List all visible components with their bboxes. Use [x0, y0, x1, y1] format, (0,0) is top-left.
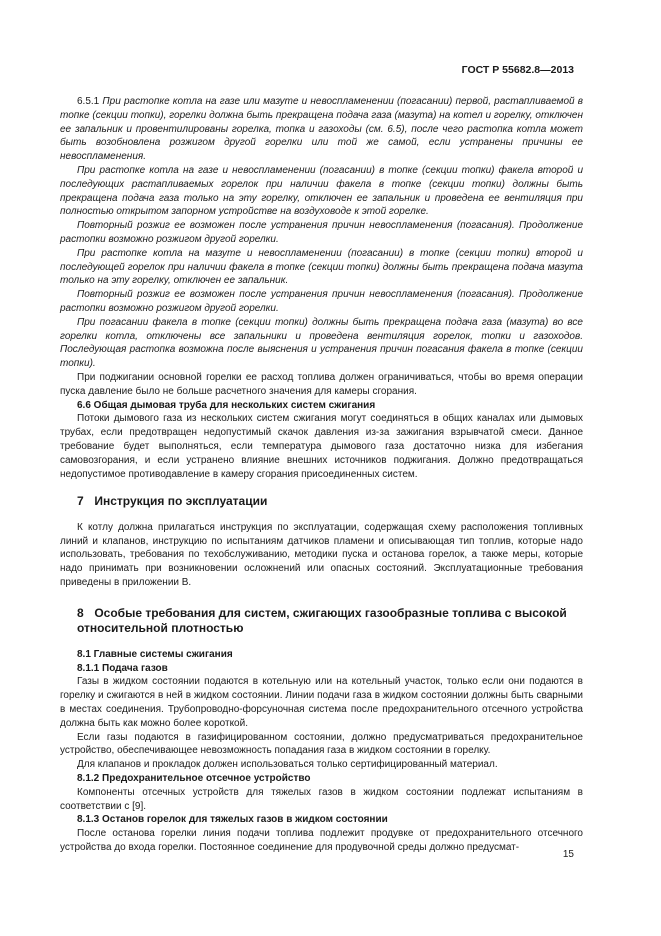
paragraph: При поджигании основной горелки ее расход топлива должен ограничиваться, чтобы во время операции пуска давление было не больше расчетного значения для камеры сгорания.: [60, 371, 583, 397]
paragraph: При погасании факела в топке (секции топки) должны быть прекращена подача газа (мазута) во все горелки котла, отключены все запальники и проведена вентиляция горелок, топки и газоходов. Последующая растопка возможна после выяснения и устранения причин погасания факела в топке (секции топки).: [60, 316, 583, 370]
subsection-heading: 8.1.1 Подача газов: [77, 662, 168, 674]
subsection-heading: 8.1 Главные системы сжигания: [77, 648, 233, 660]
section-heading: [77, 494, 583, 510]
paragraph: К котлу должна прилагаться инструкция по эксплуатации, содержащая схему расположения топливных линий и клапанов, инструкцию по испытаниям датчиков пламени и описывающая тип топлив, которые надо использовать, требования по техобслуживанию, методики пуска и останова горелок, а также меры, которые надо принимать при возникновении осложнений или опасных состояний. Эксплуатационные требования приведены в приложении В.: [60, 521, 583, 588]
section-title: Инструкция по эксплуатации: [94, 494, 268, 509]
paragraph-text: При растопке котла на газе или мазуте и невоспламенении (погасании) первой, растапливаемой в топке (секции топки), горелки должна быть прекращена подача газа (мазута) на котел и горелку, отключен ее запальник и провентилированы горелка, топка и газоходы (см. 6.5), после чего растопка котла может быть возобновлена розжигом другой горелки или той же самой, если устранены причины ее невоспламенения.: [60, 96, 583, 163]
subsection-heading: 8.1.3 Останов горелок для тяжелых газов в жидком состоянии: [77, 814, 388, 826]
paragraph: Компоненты отсечных устройств для тяжелых газов в жидком состоянии подлежат испытаниям в соответствии с [9].: [60, 786, 583, 812]
paragraph: Повторный розжиг ее возможен после устранения причин невоспламенения (погасания). Продолжение растопки возможно розжигом другой горелки.: [60, 289, 583, 314]
paragraph: Повторный розжиг ее возможен после устранения причин невоспламенения (погасания). Продолжение растопки возможно розжигом другой горелки.: [60, 220, 583, 245]
paragraph: [60, 95, 583, 164]
subsection-heading: 6.6 Общая дымовая труба для нескольких систем сжигания: [77, 399, 376, 411]
paragraph: Если газы подаются в газифицированном состоянии, должно предусматриваться предохранительное устройство, обеспечивающее невозможность попадания газа в жидком состоянии в горелку.: [60, 731, 583, 757]
section-number: 7: [77, 494, 84, 509]
paragraph: При растопке котла на мазуте и невоспламенении (погасании) в топке (секции топки) второй и последующей горелок при наличии факела в топке (секции топки) должны быть прекращена подача мазута только на эту горелку, отключен ее запальник.: [60, 247, 583, 287]
document-id-header: ГОСТ Р 55682.8—2013: [461, 64, 574, 76]
document-body: [60, 95, 583, 855]
section-heading: [77, 606, 583, 637]
paragraph: Газы в жидком состоянии подаются в котельную или на котельный участок, только если они подаются в горелку и сжигаются в ней в жидком состоянии. Линии подачи газа в жидком состоянии должны быть сварными в местах соединения. Трубопроводно-форсуночная система после предохранительного отсечного устройства должна быть как можно более короткой.: [60, 676, 583, 729]
page-number: 15: [562, 849, 574, 860]
section-number: 8: [77, 605, 84, 620]
paragraph: После останова горелки линия подачи топлива подлежит продувке от предохранительного отсечного устройства до входа горелки. Постоянное соединение для продувочной среды должно предусмат-: [60, 828, 583, 853]
section-title: Особые требования для систем, сжигающих газообразные топлива с высокой относительной плотностью: [77, 605, 567, 636]
subsection-heading: 8.1.2 Предохранительное отсечное устройство: [77, 772, 311, 784]
paragraph: Потоки дымового газа из нескольких систем сжигания могут соединяться в общих каналах или дымовых трубах, если предотвращен недопустимый скачок давления из-за зажигания взрывчатой смеси. Данное требование будет выполняться, если температура дымового газа достаточно низка для избегания самовозгорания, и если устранено влияние внешних источников поджигания. Должно предотвращаться недопустимое противодавление в камеру сгорания присоединенных систем.: [60, 413, 583, 480]
paragraph: При растопке котла на газе и невоспламенении (погасании) в топке (секции топки) факела второй и последующих растапливаемых горелок при наличии факела в топке (секции топки) должны быть прекращена подача газа только на эту горелку, отключен ее запальник и проведена ее вентиляция при полностью открытом запорном устройстве на воздуховоде к этой горелке.: [60, 164, 583, 218]
clause-number: 6.5.1: [77, 96, 100, 107]
paragraph: Для клапанов и прокладок должен использоваться только сертифицированный материал.: [77, 759, 498, 771]
